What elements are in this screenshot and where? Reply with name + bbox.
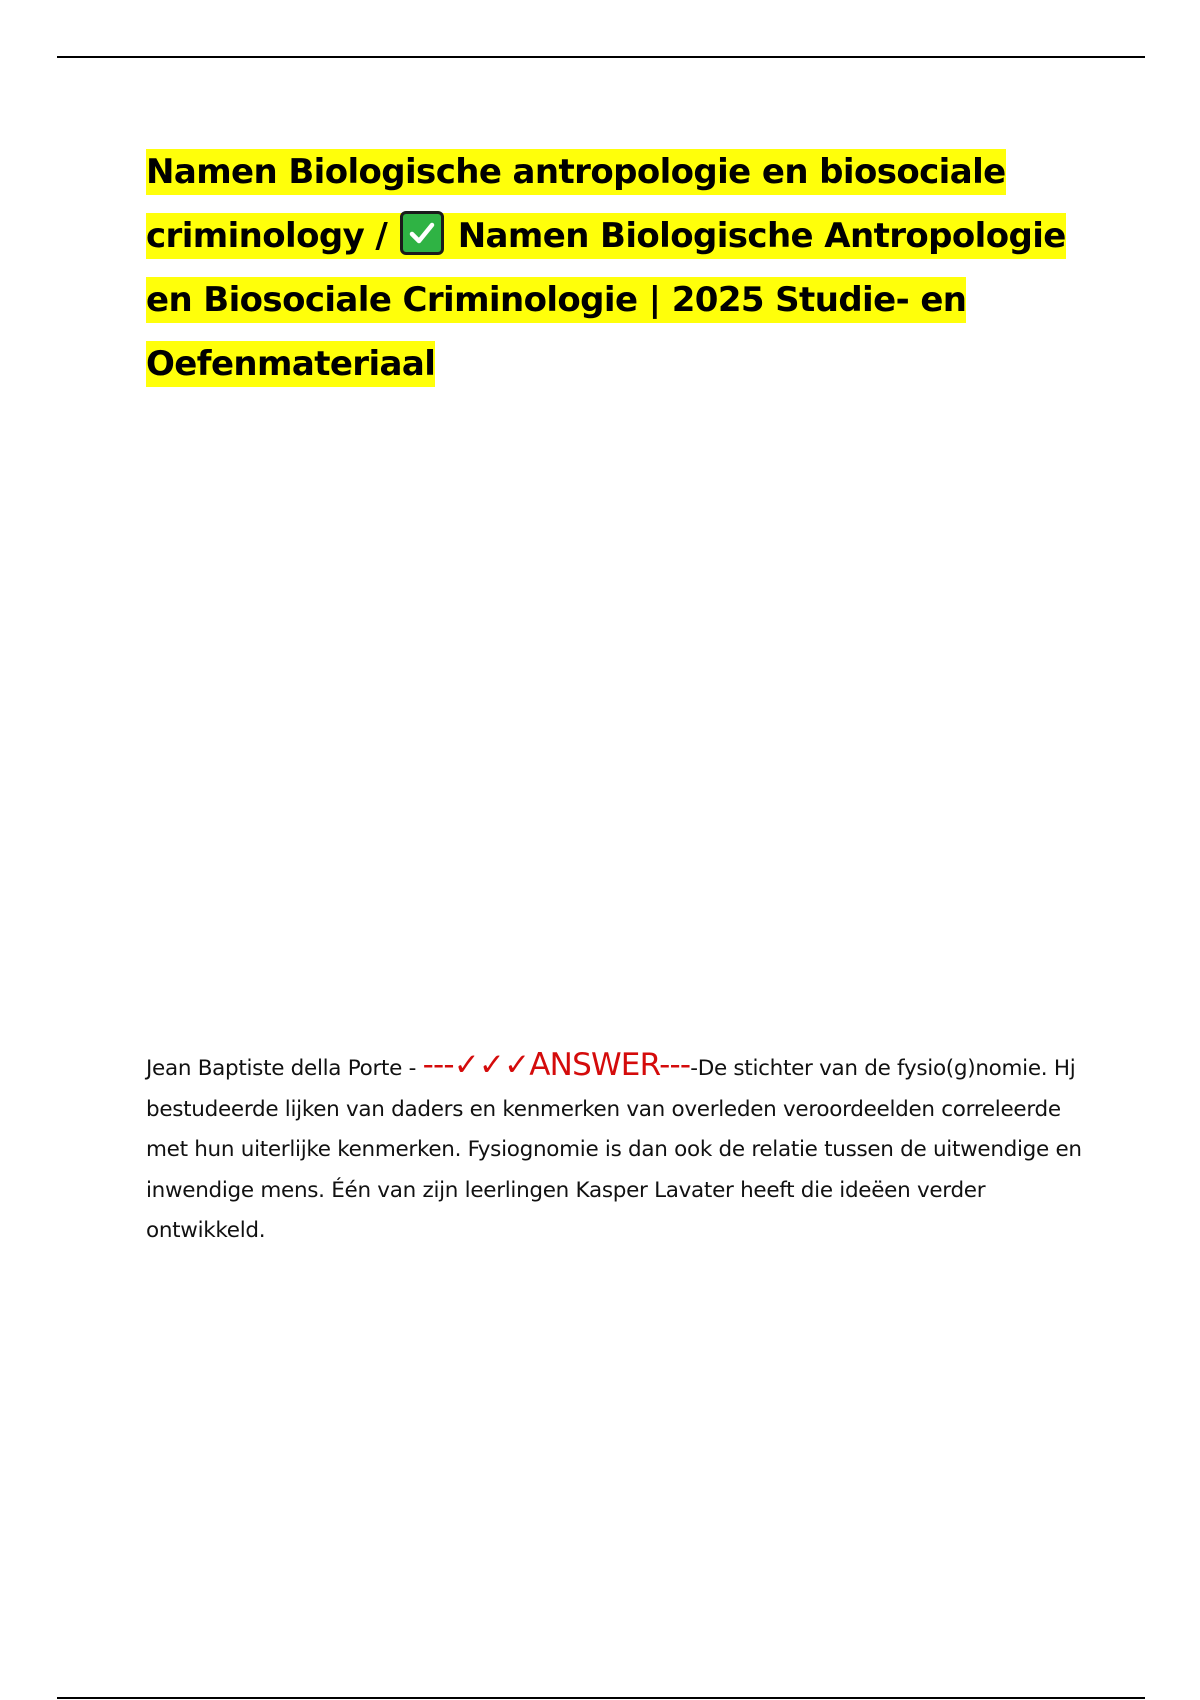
bottom-rule — [57, 1697, 1145, 1699]
question-term: Jean Baptiste della Porte - — [146, 1056, 417, 1081]
title-text-part2: Namen Biologische Antropologie en Biosociale Criminologie | 2025 Studie- en Oefenmateriaal — [146, 216, 1066, 384]
top-rule — [57, 56, 1145, 58]
title-text-part1: Namen Biologische antropologie en biosociale criminology / — [146, 152, 1006, 256]
check-mark-button-icon — [400, 211, 444, 255]
document-title — [146, 140, 1086, 396]
title-highlight — [146, 149, 1066, 387]
answer-marker: ---✓✓✓ANSWER--- — [422, 1047, 691, 1083]
question-answer-block — [146, 1045, 1096, 1252]
answer-text: -De stichter van de fysio(g)nomie. Hj bestudeerde lijken van daders en kenmerken van overleden veroordeelden correleerde met hun uiterlijke kenmerken. Fysiognomie is dan ook de relatie tussen de uitwendige en inwendige mens. Één van zijn leerlingen Kasper Lavater heeft die ideëen verder ontwikkeld. — [146, 1056, 1082, 1243]
